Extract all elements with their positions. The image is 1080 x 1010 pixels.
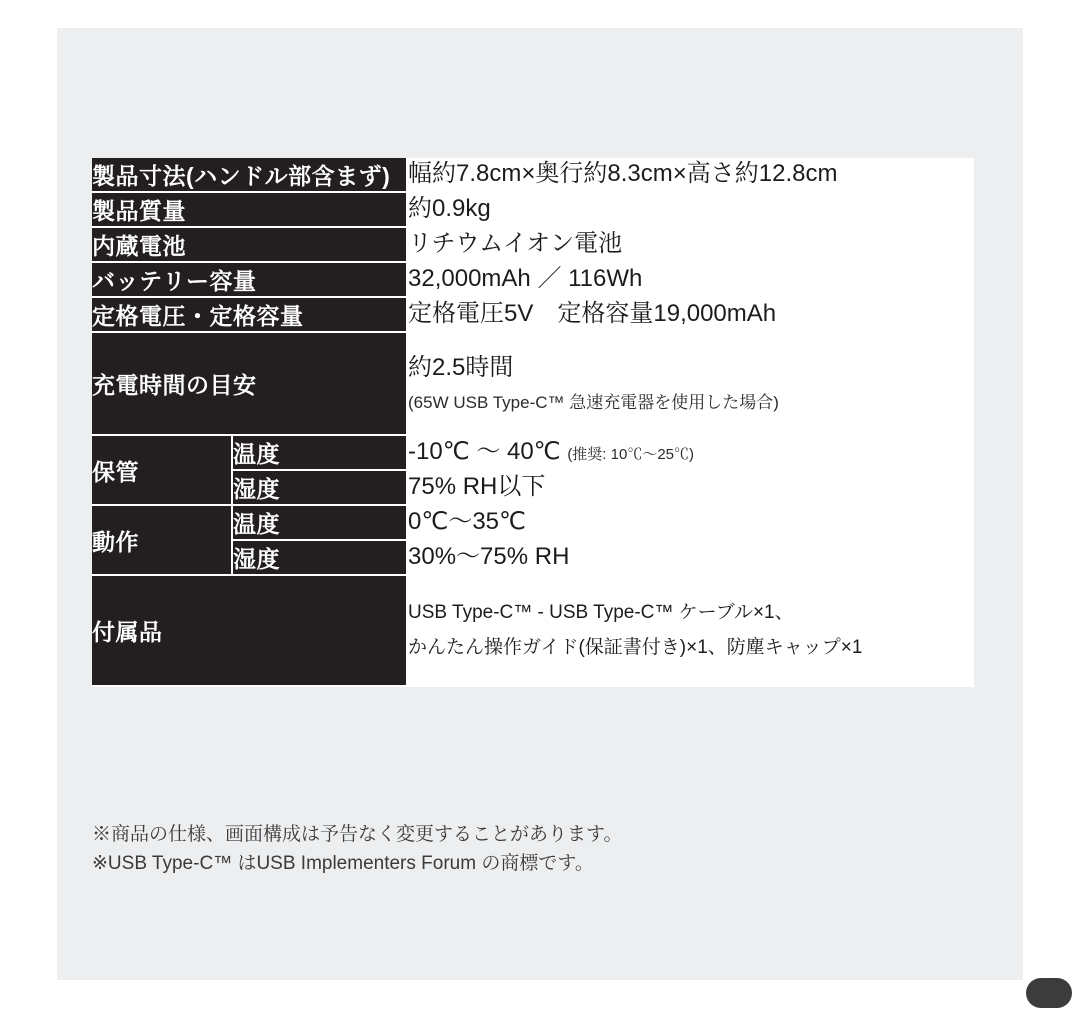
spec-table bbox=[92, 158, 974, 687]
table-row bbox=[92, 435, 974, 470]
table-row bbox=[92, 297, 974, 332]
table-row bbox=[92, 575, 974, 686]
table-row bbox=[92, 227, 974, 262]
table-row bbox=[92, 505, 974, 540]
spec-value: 定格電圧5V 定格容量19,000mAh bbox=[407, 297, 974, 332]
spec-value: 30%～75% RH bbox=[407, 540, 974, 575]
spec-value-note: (推奨: 10℃～25℃) bbox=[567, 446, 695, 464]
table-row bbox=[92, 332, 974, 435]
table-row bbox=[92, 262, 974, 297]
footnotes bbox=[92, 820, 972, 879]
spec-group-label-storage: 保管 bbox=[92, 435, 232, 505]
spec-label: バッテリー容量 bbox=[92, 262, 407, 297]
spec-sublabel: 湿度 bbox=[232, 540, 407, 575]
spec-label-accessories: 付属品 bbox=[92, 575, 407, 686]
spec-label: 充電時間の目安 bbox=[92, 332, 407, 435]
spec-value-main: 約2.5時間 bbox=[408, 353, 514, 381]
spec-sublabel: 温度 bbox=[232, 505, 407, 540]
table-row bbox=[92, 158, 974, 192]
spec-label: 内蔵電池 bbox=[92, 227, 407, 262]
spec-value bbox=[407, 435, 974, 470]
spec-sublabel: 湿度 bbox=[232, 470, 407, 505]
spec-label: 製品質量 bbox=[92, 192, 407, 227]
spec-value-main: -10℃ ～ 40℃ bbox=[408, 438, 561, 466]
spec-value: 約0.9kg bbox=[407, 192, 974, 227]
scroll-thumb[interactable] bbox=[1026, 978, 1072, 1008]
spec-value: 0℃～35℃ bbox=[407, 505, 974, 540]
spec-value: 75% RH以下 bbox=[407, 470, 974, 505]
table-row bbox=[92, 192, 974, 227]
spec-value: 32,000mAh ／ 116Wh bbox=[407, 262, 974, 297]
spec-sublabel: 温度 bbox=[232, 435, 407, 470]
spec-group-label-operation: 動作 bbox=[92, 505, 232, 575]
spec-value: 幅約7.8cm×奥行約8.3cm×高さ約12.8cm bbox=[407, 158, 974, 192]
accessory-line-2: かんたん操作ガイド(保証書付き)×1、防塵キャップ×1 bbox=[408, 636, 863, 658]
footnote-2: ※USB Type-C™ はUSB Implementers Forum の商標です。 bbox=[92, 853, 594, 875]
spec-value bbox=[407, 332, 974, 435]
spec-label: 定格電圧・定格容量 bbox=[92, 297, 407, 332]
spec-value-accessories bbox=[407, 575, 974, 686]
spec-value-note: (65W USB Type-C™ 急速充電器を使用した場合) bbox=[408, 393, 779, 413]
spec-label: 製品寸法(ハンドル部含まず) bbox=[92, 158, 407, 192]
accessory-line-1: USB Type-C™ - USB Type-C™ ケーブル×1、 bbox=[408, 602, 794, 624]
spec-table-container bbox=[92, 158, 974, 687]
footnote-1: ※商品の仕様、画面構成は予告なく変更することがあります。 bbox=[92, 824, 623, 845]
spec-value: リチウムイオン電池 bbox=[407, 227, 974, 262]
